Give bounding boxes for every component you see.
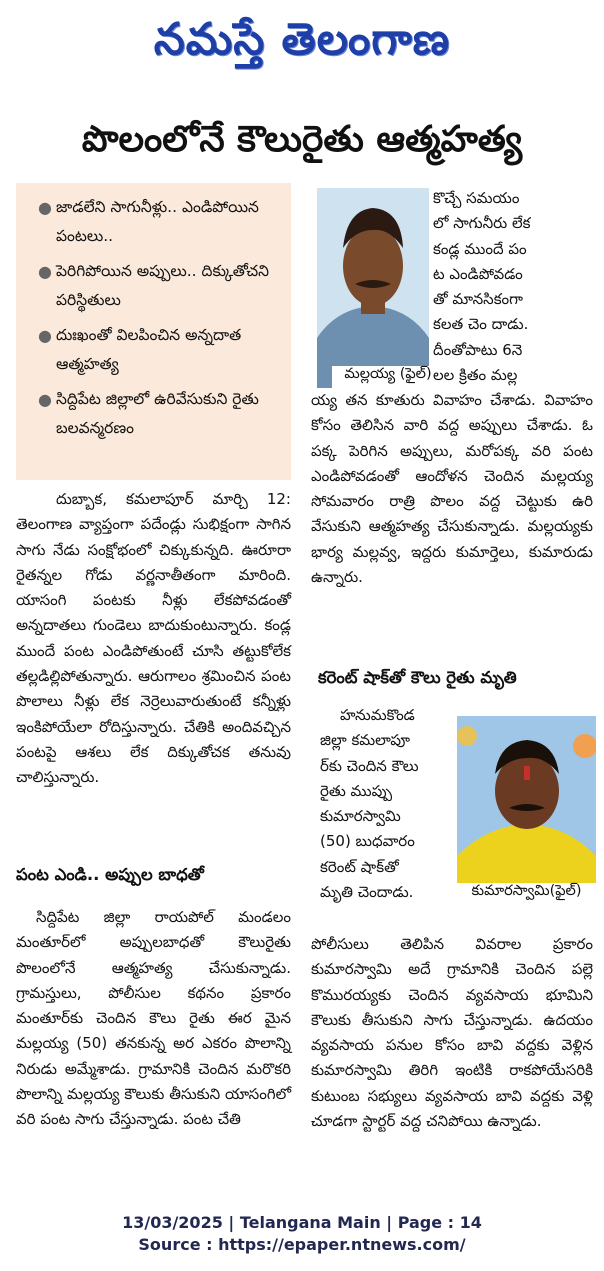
right-column-para2 — [311, 932, 593, 1134]
text-line: రైతు ముప్పు — [320, 781, 393, 800]
text-line: ట ఎండిపోవడం — [433, 264, 523, 283]
highlight-item: ● జాడలేని సాగునీళ్లు.. ఎండిపోయిన పంటలు.. — [38, 193, 281, 251]
text-line: కరెంట్ షాక్‌తో — [320, 857, 399, 876]
body-paragraph: య్య తన కూతురు వివాహం చేశాడు. వివాహం కోసం తెలిసిన వారి వద్ద అప్పులు చేశాడు. ఓ పక్క పెరిగిన అప్పులు, మరోపక్క వరి పంట ఎండిపోవడంతో ఆందోళన చెందిన మల్లయ్య సోమవారం రాత్రి పొలం వద్ద చెట్టుకు ఉరి వేసుకుని ఆత్మహత్య చేసుకున్నాడు. మల్లయ్యకు భార్య మల్లవ్వ, ఇద్దరు కుమార్తెలు, కుమారుడు ఉన్నారు. — [311, 391, 593, 587]
body-paragraph: సిద్దిపేట జిల్లా రాయపోల్ మండలం మంతూర్‌లో అప్పులబాధతో కౌలురైతు పొలంలోనే ఆత్మహత్య చేసుకున్నాడు. గ్రామస్తులు, పోలీసుల కథనం ప్రకారం మంతూర్‌కు చెందిన కౌలు రైతు ఈర మైన మల్లయ్య (50) తనకున్న అర ఎకరం పొలాన్ని నిరుడు అమ్మేశాడు. గ్రామానికి చెందిన మరొకరి పొలాన్ని మల్లయ్య కౌలుకు తీసుకుని యాసంగిలో వరి పంట సాగు చేస్తున్నాడు. పంట చేతి — [16, 908, 291, 1129]
photo-mallayya — [317, 188, 429, 388]
text-line: కుమారస్వామి — [320, 807, 401, 826]
text-line: దీంతోపాటు 6నె — [433, 340, 523, 359]
footer-source-link[interactable]: Source : https://epaper.ntnews.com/ — [138, 1235, 466, 1254]
text-line: హనుమకొండ — [340, 706, 415, 724]
highlight-item: ● పెరిగిపోయిన అప్పులు.. దిక్కుతోచని పరిస్థితులు — [38, 257, 281, 315]
bullet-icon: ● — [38, 262, 52, 281]
bullet-icon: ● — [38, 198, 52, 217]
text-line: లో సాగునీరు లేక — [433, 214, 531, 233]
left-column-body — [16, 905, 291, 1133]
body-paragraph: పోలీసులు తెలిపిన వివరాల ప్రకారం కుమారస్వామి అదే గ్రామానికి చెందిన పల్లె కొమురయ్యకు చెందిన వ్యవసాయ భూమిని కౌలుకు తీసుకుని సాగు చేస్తున్నాడు. ఉదయం వ్యవసాయ పనుల కోసం బావి వద్దకు వెళ్లిన కుమారస్వామి తిరిగి ఇంటికి రాకపోయేసరికి కుటుంబ సభ్యులు వ్యవసాయ బావి వద్దకు వెళ్లి చూడగా స్టార్టర్ వద్ద చనిపోయి ఉన్నాడు. — [311, 935, 593, 1131]
text-line: కొచ్చే సమయం — [433, 189, 520, 207]
bullet-icon: ● — [38, 390, 52, 409]
left-subhead: పంట ఎండి.. అప్పుల బాధతో — [16, 865, 204, 884]
photo1-caption: మల్లయ్య (ఫైల్) — [332, 366, 444, 388]
highlight-item: ● సిద్దిపేట జిల్లాలో ఉరివేసుకుని రైతు బలవన్మరణం — [38, 385, 281, 443]
text-line: ర్‌కు చెందిన కౌలు — [320, 756, 419, 775]
text-line: లల క్రితం మల్ల — [433, 366, 518, 385]
right-column-beside-photo2 — [320, 703, 455, 905]
bullet-icon: ● — [38, 326, 52, 345]
masthead — [0, 0, 604, 80]
photo2-caption: కుమారస్వామి(ఫైల్) — [457, 883, 596, 905]
right-column-para1 — [311, 388, 593, 590]
portrait-image — [457, 716, 596, 886]
text-line: కలత చెం దాడు. — [433, 315, 529, 334]
right-column-beside-photo1 — [433, 186, 593, 388]
text-line: మృతి చెందాడు. — [320, 883, 414, 902]
masthead-title: నమస్తే తెలంగాణ — [153, 14, 451, 65]
portrait-image — [317, 188, 429, 388]
lead-paragraph: దుబ్బాక, కమలాపూర్ మార్చి 12: తెలంగాణ వ్యాప్తంగా పదేండ్లు సుభిక్షంగా సాగిన సాగు నేడు సంక్షోభంలో చిక్కుకున్నది. ఊరూరా రైతన్నల గోడు వర్ణనాతీతంగా మారింది. యాసంగి పంటకు నీళ్లు లేకపోవడంతో అన్నదాతలు గుండెలు బాదుకుంటున్నారు. కండ్ల ముందే పంట ఎండిపోతుంటే చూసి తట్టుకోలేక తల్లడిల్లిపోతున్నారు. ఆరుగాలం శ్రమించిన పంట పొలాలు నీళ్లు లేక నెర్రెలువారుతుంటే కన్నీళ్లు ఇంకిపోయేలా రోదిస్తున్నారు. చేతికి అందివచ్చిన పంటపై ఆశలు లేక దిక్కుతోచక తనువు చాలిస్తున్నారు. — [16, 490, 291, 787]
text-line: కండ్ల ముందే పం — [433, 239, 527, 258]
photo-kumaraswamy — [457, 716, 596, 886]
text-line: (50) బుధవారం — [320, 832, 415, 851]
headline: పొలంలోనే కౌలురైతు ఆత్మహత్య — [81, 119, 523, 160]
text-line: తో మానసికంగా — [433, 290, 523, 309]
text-line: జిల్లా కమలాపూ — [320, 731, 411, 750]
right-subhead: కరెంట్ షాక్‌తో కౌలు రైతు మృతి — [318, 668, 517, 687]
footer-dateline: 13/03/2025 | Telangana Main | Page : 14 — [122, 1213, 482, 1232]
left-column-lead — [16, 487, 291, 791]
highlight-item: ● దుఃఖంతో విలపించిన అన్నదాత ఆత్మహత్య — [38, 321, 281, 379]
highlights-box — [16, 183, 291, 480]
